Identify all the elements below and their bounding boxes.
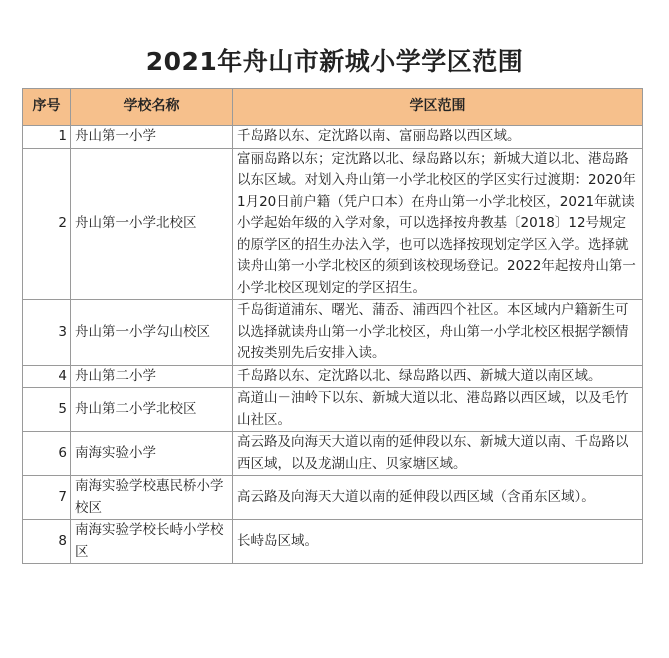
row-no: 4 bbox=[23, 365, 71, 388]
row-no: 3 bbox=[23, 300, 71, 366]
header-no: 序号 bbox=[23, 89, 71, 126]
row-school: 南海实验小学 bbox=[71, 432, 233, 476]
row-no: 8 bbox=[23, 520, 71, 564]
page-title: 2021年舟山市新城小学学区范围 bbox=[145, 47, 524, 76]
row-area: 高道山－油岭下以东、新城大道以北、港岛路以西区域，以及毛竹山社区。 bbox=[233, 388, 643, 432]
row-school: 舟山第一小学 bbox=[71, 126, 233, 149]
row-area: 千岛路以东、定沈路以南、富丽岛路以西区域。 bbox=[233, 126, 643, 149]
table-row bbox=[23, 300, 643, 366]
table-header-row bbox=[23, 89, 643, 126]
row-area: 长峙岛区域。 bbox=[233, 520, 643, 564]
school-district-table bbox=[22, 88, 643, 564]
row-school: 舟山第二小学北校区 bbox=[71, 388, 233, 432]
row-area: 富丽岛路以东；定沈路以北、绿岛路以东；新城大道以北、港岛路以东区域。对划入舟山第一小学北校区的学区实行过渡期：2020年1月20日前户籍（凭户口本）在舟山第一小学北校区，2021年就读小学起始年级的入学对象，可以选择按舟教基〔2018〕12号规定的原学区的招生办法入学，也可以选择按现划定学区入学。选择就读舟山第一小学北校区的须到该校现场登记。2022年起按舟山第一小学北校区现划定的学区招生。 bbox=[233, 148, 643, 300]
header-area: 学区范围 bbox=[233, 89, 643, 126]
row-no: 6 bbox=[23, 432, 71, 476]
row-area: 高云路及向海天大道以南的延伸段以东、新城大道以南、千岛路以西区域，以及龙湖山庄、贝家塘区域。 bbox=[233, 432, 643, 476]
table-row bbox=[23, 432, 643, 476]
table-row bbox=[23, 476, 643, 520]
row-school: 南海实验学校长峙小学校区 bbox=[71, 520, 233, 564]
row-school: 舟山第二小学 bbox=[71, 365, 233, 388]
table-row bbox=[23, 365, 643, 388]
header-school: 学校名称 bbox=[71, 89, 233, 126]
row-area: 高云路及向海天大道以南的延伸段以西区域（含甬东区域）。 bbox=[233, 476, 643, 520]
row-no: 2 bbox=[23, 148, 71, 300]
row-area: 千岛街道浦东、曙光、蒲岙、浦西四个社区。本区域内户籍新生可以选择就读舟山第一小学北校区，舟山第一小学北校区根据学额情况按类别先后安排入读。 bbox=[233, 300, 643, 366]
row-no: 5 bbox=[23, 388, 71, 432]
row-school: 舟山第一小学勾山校区 bbox=[71, 300, 233, 366]
table-row bbox=[23, 148, 643, 300]
row-no: 7 bbox=[23, 476, 71, 520]
table-row bbox=[23, 126, 643, 149]
row-school: 舟山第一小学北校区 bbox=[71, 148, 233, 300]
row-area: 千岛路以东、定沈路以北、绿岛路以西、新城大道以南区域。 bbox=[233, 365, 643, 388]
row-no: 1 bbox=[23, 126, 71, 149]
table-row bbox=[23, 388, 643, 432]
table-row bbox=[23, 520, 643, 564]
row-school: 南海实验学校惠民桥小学校区 bbox=[71, 476, 233, 520]
